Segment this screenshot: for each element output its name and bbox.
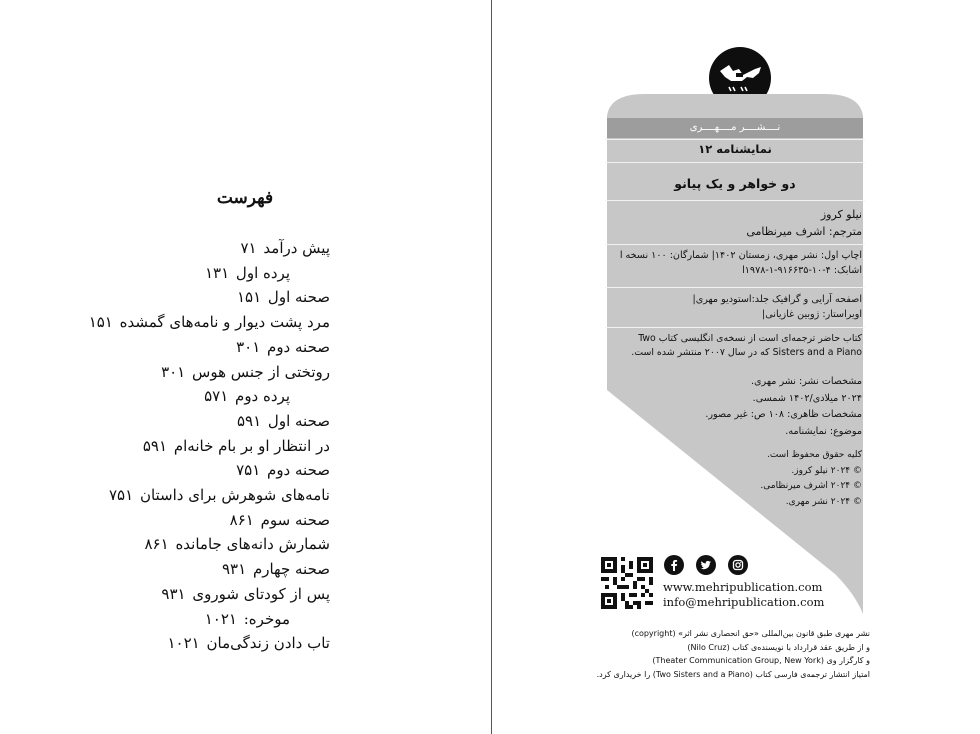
facebook-icon[interactable] [664,555,684,575]
print-info [608,248,864,278]
copyright-notice [570,627,870,681]
toc-entry [88,310,330,335]
toc-entry-title: پرده اول [235,263,290,282]
catalog-line: مشخصات نشر: نشر مهری. [750,376,862,387]
toc-entry [100,236,330,261]
toc-entry-title: صحنه سوم [260,510,330,529]
table-of-contents [88,236,330,656]
toc-entry-page: ۵۹۱ [236,411,262,430]
translation-note-line: Sisters and a Piano که در سال ۲۰۰۷ منتشر شده است. [631,347,862,358]
toc-entry-page: ۳۰۱ [161,362,186,381]
toc-entry [100,360,330,385]
toc-entry-title: تاب دادن زندگی‌مان [206,634,330,653]
legal-line: و کارگزار وی (Theater Communication Group, New York) [652,656,870,665]
design-info [608,292,864,322]
translation-note [608,332,864,360]
separator [605,162,865,163]
catalog-line: موضوع: نمایشنامه. [785,425,862,437]
legal-line: نشر مهری طبق قانون بین‌المللی «حق انحصاری نشر اثر» (copyright) [631,629,870,638]
toc-entry-title: صحنه چهارم [252,560,330,579]
separator [605,200,865,201]
qr-code-icon [601,557,653,609]
toc-entry [100,557,330,582]
toc-entry-page: ۱۰۲۱ [167,634,200,653]
isbn: اشابک: ۴-۱۰-۹۱۶۶۳۵-۱-۱۹۷۸ا [742,265,862,276]
author-name: نیلو کروز [820,208,862,221]
translator-name: مترجم: اشرف میرنظامی [746,225,862,238]
toc-entry [100,261,330,286]
series-label: نمایشنامه ۱۲ [698,142,772,156]
toc-entry [100,285,330,310]
rights-line: © ۲۰۲۴ نشر مهری. [785,496,862,507]
toc-entry-page: ۵۹۱ [142,436,168,455]
toc-entry-page: ۸۶۱ [144,535,169,554]
author-block [608,206,866,240]
contact-block [663,580,833,610]
toc-entry-page: ۹۳۱ [222,560,247,579]
toc-entry-page: ۷۵۱ [236,461,261,480]
toc-entry [100,335,330,360]
toc-entry [100,508,330,533]
toc-entry-title: نامه‌های شوهرش برای داستان [139,486,330,505]
catalog-info [608,374,868,440]
toc-entry-title: موخره: [243,609,290,628]
toc-entry [100,409,330,434]
toc-entry-page: ۷۵۱ [108,486,134,505]
toc-entry-page: ۳۰۱ [236,337,261,356]
publisher-band: نــــشــــر مــــهــــری [689,122,781,133]
separator [605,287,865,288]
toc-title: فهرست [216,188,274,208]
instagram-icon[interactable] [728,555,748,575]
toc-entry [100,483,330,508]
separator [605,139,865,140]
toc-entry-page: ۵۷۱ [204,387,229,406]
twitter-icon[interactable] [696,555,716,575]
toc-entry [100,384,330,409]
toc-entry-title: پرده دوم [235,387,290,406]
website-link[interactable]: www.mehripublication.com [663,580,823,594]
toc-entry-title: صحنه اول [267,288,330,307]
print-edition: اچاپ اول: نشر مهری، زمستان ۱۴۰۲| شمارگان: ۱۰۰ نسخه ا [619,250,862,261]
rights-line: کلیه حقوق محفوظ است. [766,450,862,460]
catalog-line: مشخصات ظاهری: ۱۰۸ ص: غیر مصور. [705,409,862,420]
rights-line: © ۲۰۲۴ اشرف میرنظامی. [760,481,862,491]
toc-entry [100,631,330,656]
toc-entry [100,434,330,459]
separator [605,244,865,245]
toc-entry [100,532,330,557]
designer: اصفحه آرایی و گرافیک جلد:استودیو مهری| [692,294,862,305]
legal-line: و از طریق عقد قرارداد با نویسنده‌ی کتاب (Nilo Cruz) [687,642,870,652]
toc-entry-title: مرد پشت دیوار و نامه‌های گمشده [119,313,330,332]
toc-entry-title: روتختی از جنس هوس [192,362,330,381]
toc-entry-title: پس از کودتای شوروی [192,584,330,603]
toc-entry-page: ۱۰۲۱ [204,609,237,628]
translation-note-line: کتاب حاضر ترجمه‌ای است از نسخه‌ی انگلیسی کتاب Two [638,333,862,344]
toc-entry [100,607,330,632]
rights-info [608,448,868,510]
credits-card [605,94,865,614]
email-link[interactable]: info@mehripublication.com [663,595,825,609]
book-title: دو خواهر و یک پیانو [674,176,796,191]
toc-entry [100,458,330,483]
separator [605,327,865,328]
toc-entry-title: شمارش دانه‌های جامانده [175,535,330,554]
toc-entry-title: صحنه اول [267,411,330,430]
toc-entry [100,582,330,607]
toc-entry-title: صحنه دوم [267,461,330,480]
catalog-line: ۲۰۲۴ میلادی/۱۴۰۲ شمسی. [752,392,862,404]
toc-entry-title: صحنه دوم [267,337,330,356]
toc-entry-page: ۱۵۱ [236,288,262,307]
toc-entry-page: ۸۶۱ [229,510,254,529]
toc-entry-page: ۱۵۱ [88,313,113,332]
toc-entry-page: ۷۱ [240,239,257,257]
editor: اویراستار: ژوبین غازیانی| [762,309,862,320]
legal-line: امتیاز انتشار ترجمه‌ی فارسی کتاب (Two Sisters and a Piano) را خریداری کرد. [596,669,870,679]
toc-entry-page: ۱۳۱ [204,263,230,282]
page-divider [491,0,492,734]
toc-entry-page: ۹۳۱ [161,584,186,603]
toc-entry-title: در انتظار او بر بام خانه‌ام [173,436,330,455]
toc-entry-title: پیش درآمد [263,239,330,257]
rights-line: © ۲۰۲۴ نیلو کروز. [791,465,862,476]
